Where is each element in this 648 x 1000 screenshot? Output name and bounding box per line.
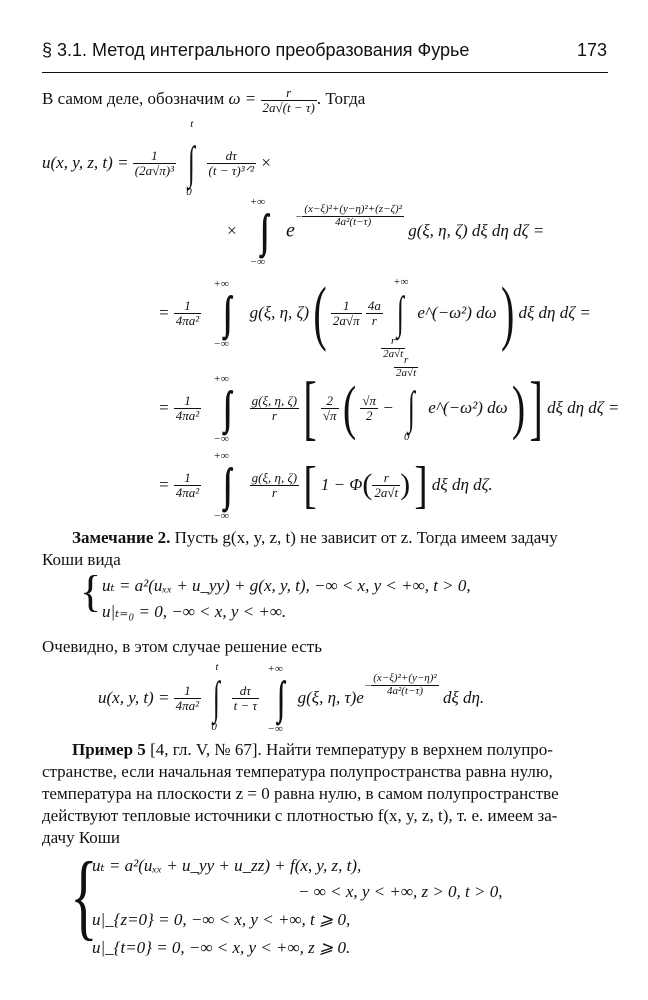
system-1-line-2: u|ₜ₌₀ = 0, −∞ < x, y < +∞. xyxy=(102,602,287,621)
eq2-triple-integral: +∞ −∞ xyxy=(213,278,229,350)
running-header: § 3.1. Метод интегрального преобразования Фурье xyxy=(42,40,470,60)
example-line-4: действуют тепловые источники с плотностью f(x, y, z, t), т. е. имеем за- xyxy=(42,806,558,825)
eq1-constant: $\frac{1}{\text{(2a√π)³}}$ xyxy=(134,147,174,178)
system-1-brace: { xyxy=(80,567,102,616)
remark-line-1 xyxy=(72,528,558,548)
eq3-triple-integral: +∞ −∞ xyxy=(213,373,229,445)
example-line-5: дачу Коши xyxy=(42,828,120,847)
equation-3: = $\frac{1}{\text{4πa²}}$ +∞ −∞ $\frac{g(\xi, \eta, \zeta)}{r}$ [ $\frac{2}{√\pi}$ ( $\frac{√\pi}{2}$ − $\frac{r}{2a√t}$ ∫ 0 e^(−ω²) dω ) ] dξ dη dζ = xyxy=(158,354,620,448)
eq1-triple-integral: +∞ −∞ xyxy=(249,196,265,268)
page-number: 173 xyxy=(577,40,608,60)
intro-tail: . Тогда xyxy=(316,89,366,109)
intro-line xyxy=(42,86,365,114)
omega-fraction: $\frac{r}{2a√(t - \tau)}$ xyxy=(262,85,315,115)
intro-lead: В самом деле, обозначим xyxy=(42,89,229,109)
example-label: Пример 5 xyxy=(72,740,146,759)
eq1-exponent: − $\frac{\text{(x−ξ)²+(y−η)²+(z−ζ)²}}{\text{4a²(t−τ)}}$ xyxy=(294,203,402,228)
eq4-triple-integral: +∞ −∞ xyxy=(213,450,229,522)
eq2-integral: +∞ ∫ $\frac{r}{2a√t}$ xyxy=(383,276,409,360)
eq1-dtau-fraction: $\frac{d\tau}{\text{(t − τ)³ᐟ²}}$ xyxy=(208,147,254,178)
remark-text-1: Пусть g(x, y, z, t) не зависит от z. Тогда имеем задачу xyxy=(170,528,558,547)
example-line-2: странстве, если начальная температура полупространства равна нулю, xyxy=(42,762,553,781)
equation-1-line-2: × +∞ −∞ e− $\frac{\text{(x−ξ)²+(y−η)²+(z−ζ)²}}{\text{4a²(t−τ)}}$ g(ξ, η, ζ) dξ dη dζ = xyxy=(226,196,545,268)
omega-symbol: ω = xyxy=(228,89,261,109)
eq1-lhs: u(x, y, z, t) = xyxy=(42,153,133,172)
eq1-times: × xyxy=(260,153,272,172)
equation-2: = $\frac{1}{\text{4πa²}}$ +∞ −∞ g(ξ, η, ζ) ( $\frac{1}{2a√\pi}$ $\frac{4a}{r}$ +∞ ∫ $\frac{r}{2a√t}$ e^(−ω²) dω ) dξ dη dζ = xyxy=(158,271,591,360)
system-2-line-3: u|_{z=0} = 0, −∞ < x, y < +∞, t ⩾ 0, xyxy=(92,910,351,929)
system-2-line-1: uₜ = a²(uₓₓ + u_yy + u_zz) + f(x, y, z, t), xyxy=(92,856,362,875)
header-rule xyxy=(42,72,608,73)
equation-1-line-1 xyxy=(42,118,272,198)
system-2-line-4: u|_{t=0} = 0, −∞ < x, y < +∞, z ⩾ 0. xyxy=(92,938,351,957)
remark-line-2: Коши вида xyxy=(42,550,121,569)
obvious-line: Очевидно, в этом случае решение есть xyxy=(42,637,322,656)
system-1-line-1: uₜ = a²(uₓₓ + u_yy) + g(x, y, t), −∞ < x, y < +∞, t > 0, xyxy=(102,576,471,595)
system-2-brace: { xyxy=(70,842,98,949)
remark-label: Замечание 2. xyxy=(72,528,171,547)
eq1-line2-tail: g(ξ, η, ζ) dξ dη dζ = xyxy=(408,221,545,240)
equation-4: = $\frac{1}{\text{4πa²}}$ +∞ −∞ $\frac{g(\xi, \eta, \zeta)}{r}$ [ 1 − Φ( $\frac{r}{2a√t}$ ) ] dξ dη dζ. xyxy=(158,450,493,522)
eq1-exp-base: e xyxy=(285,219,295,242)
eq1-integral: t ∫ 0 xyxy=(186,118,195,198)
equation-5: u(x, y, t) = $\frac{1}{\text{4πa²}}$ t ∫ 0 $\frac{d\tau}{t - \tau}$ +∞ −∞ g(ξ, η, τ)e− $\frac{\text{(x−ξ)²+(y−η)²}}{\text{4a²(t−τ)}}$ dξ dη. xyxy=(98,661,485,735)
example-line-3: температура на плоскости z = 0 равна нулю, в самом полупространстве xyxy=(42,784,559,803)
example-line-1: Пример 5 [4, гл. V, № 67]. Найти температуру в верхнем полупро- xyxy=(72,740,553,759)
system-2-line-2: − ∞ < x, y < +∞, z > 0, t > 0, xyxy=(298,882,503,901)
eq5-integral: t ∫ 0 xyxy=(211,661,220,733)
eq5-double-integral: +∞ −∞ xyxy=(267,663,283,735)
eq3-integral: $\frac{r}{2a√t}$ ∫ 0 xyxy=(396,354,417,443)
